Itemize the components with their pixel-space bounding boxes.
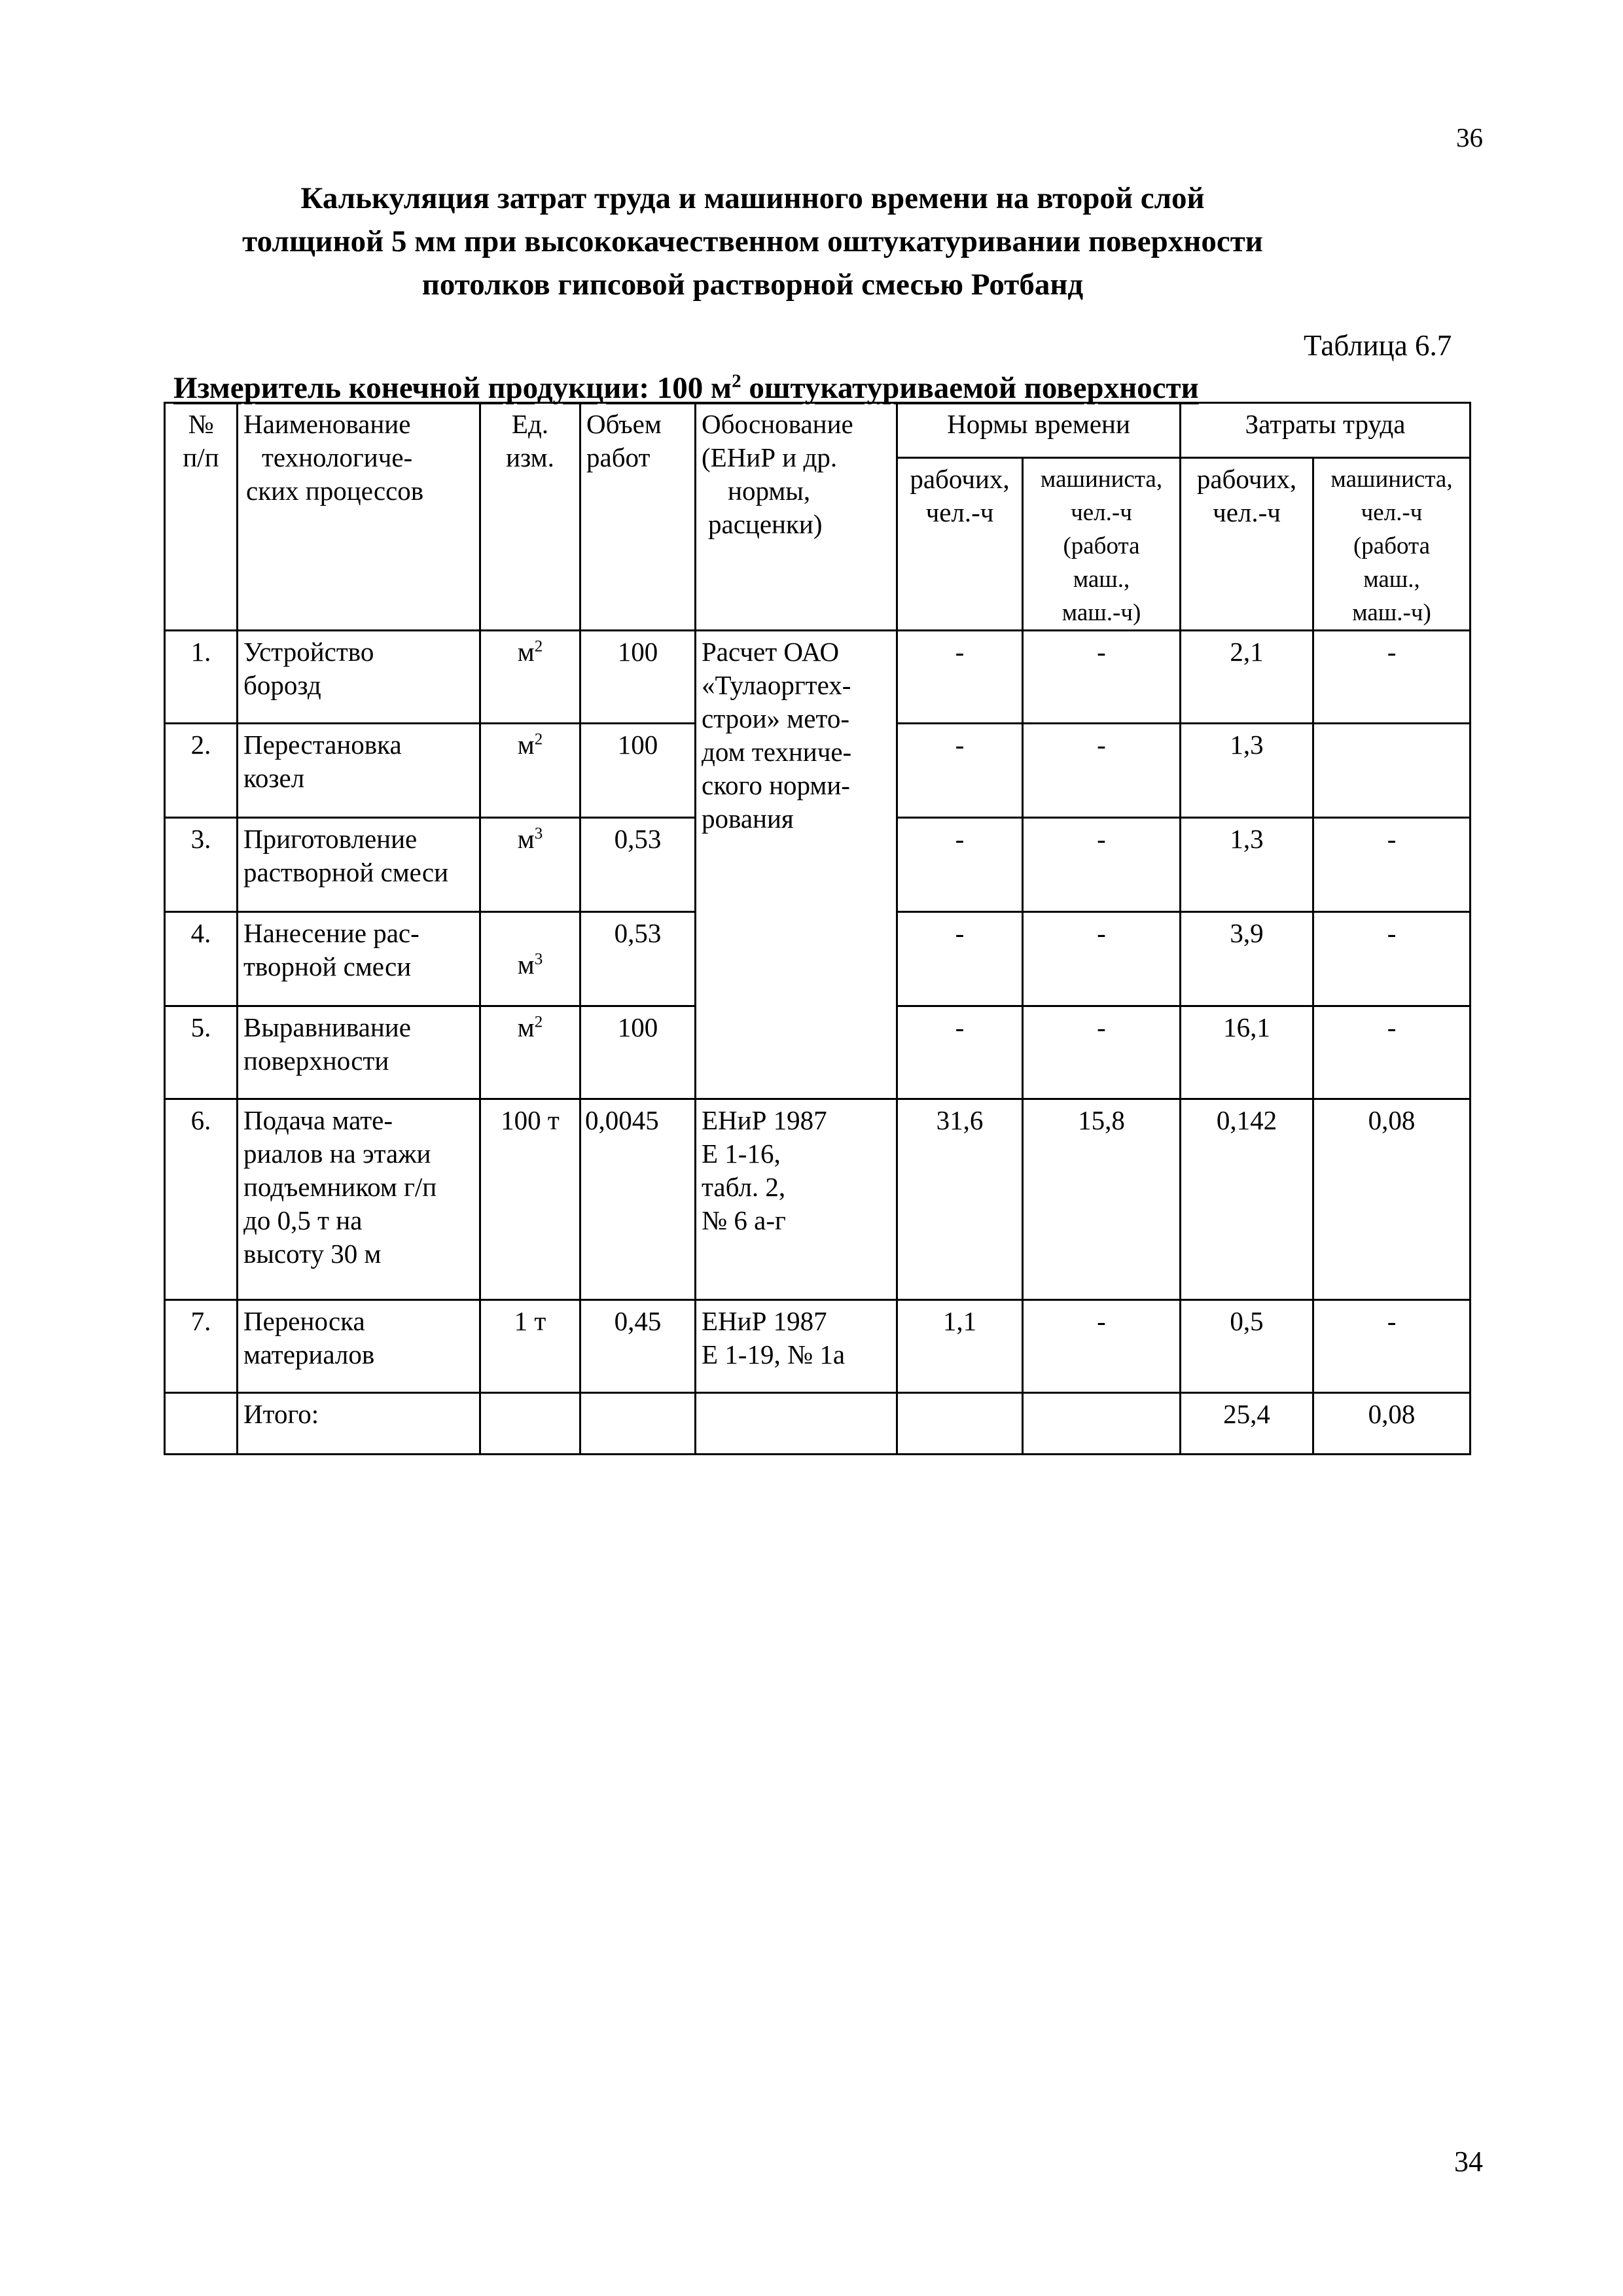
row-labor-workers: 16,1 <box>1181 1006 1313 1099</box>
title-line-3: потолков гипсовой растворной смесью Ротбанд <box>421 268 1084 302</box>
row-norm-machinist: - <box>1023 1300 1181 1393</box>
row-norm-workers: - <box>897 1006 1023 1099</box>
measure-unit-caption <box>173 370 1199 405</box>
row-process-name: Перестановка козел <box>238 724 480 818</box>
row-process-name: Переноска материалов <box>238 1300 480 1393</box>
row-volume: 0,0045 <box>580 1099 696 1300</box>
row-norm-machinist: - <box>1023 912 1181 1006</box>
row-labor-machinist: - <box>1313 912 1471 1006</box>
row-norm-workers: 1,1 <box>897 1300 1023 1393</box>
row-labor-machinist: - <box>1313 1300 1471 1393</box>
row-labor-machinist: - <box>1313 631 1471 724</box>
row-num: 1. <box>165 631 238 724</box>
header-unit: Ед. изм. <box>480 403 580 631</box>
row-labor-workers: 3,9 <box>1181 912 1313 1006</box>
row-num: 4. <box>165 912 238 1006</box>
row-norm-machinist: - <box>1023 818 1181 912</box>
table-row <box>165 1099 1471 1300</box>
header-labor-workers: рабочих, чел.-ч <box>1181 458 1313 631</box>
total-empty-norm-machinist <box>1023 1393 1181 1455</box>
row-unit: $м^2$ <box>480 1006 580 1099</box>
labor-calculation-table <box>164 402 1471 1455</box>
row-norm-machinist: - <box>1023 631 1181 724</box>
row-unit: $м^3$ <box>480 912 580 1006</box>
total-empty-num <box>165 1393 238 1455</box>
header-row-1 <box>165 403 1471 458</box>
row-num: 3. <box>165 818 238 912</box>
merged-basis-cell: Расчет ОАО «Тулаоргтех- строи» мето- дом техниче- ского норми- рования <box>696 631 897 1099</box>
row-labor-machinist: 0,08 <box>1313 1099 1471 1300</box>
row-labor-workers: 2,1 <box>1181 631 1313 724</box>
row-process-name: Нанесение рас- творной смеси <box>238 912 480 1006</box>
document-title <box>164 177 1342 306</box>
row-unit: 100 т <box>480 1099 580 1300</box>
row-norm-workers: 31,6 <box>897 1099 1023 1300</box>
table-row <box>165 631 1471 724</box>
measure-sup: 2 <box>732 370 741 392</box>
row-volume: 100 <box>580 1006 696 1099</box>
row-volume: 100 <box>580 724 696 818</box>
row-norm-workers: - <box>897 912 1023 1006</box>
header-basis: Обоснование (ЕНиР и др. нормы, расценки) <box>696 403 897 631</box>
row-volume: 0,53 <box>580 818 696 912</box>
header-process-name: Наименование технологиче- ских процессов <box>238 403 480 631</box>
row-num: 7. <box>165 1300 238 1393</box>
total-empty-basis <box>696 1393 897 1455</box>
row-process-name: Устройство борозд <box>238 631 480 724</box>
row-unit: $м^2$ <box>480 724 580 818</box>
header-norm-machinist: машиниста, чел.-ч (работа маш., маш.-ч) <box>1023 458 1181 631</box>
row-labor-machinist: - <box>1313 1006 1471 1099</box>
row-norm-machinist: 15,8 <box>1023 1099 1181 1300</box>
total-empty-unit <box>480 1393 580 1455</box>
total-row <box>165 1393 1471 1455</box>
row-norm-workers: - <box>897 724 1023 818</box>
row-basis: ЕНиР 1987 Е 1-19, № 1а <box>696 1300 897 1393</box>
header-norm-workers: рабочих, чел.-ч <box>897 458 1023 631</box>
row-unit: $м^3$ <box>480 818 580 912</box>
row-unit: 1 т <box>480 1300 580 1393</box>
row-volume: 0,45 <box>580 1300 696 1393</box>
page-number-bottom: 34 <box>1454 2146 1483 2178</box>
row-norm-machinist: - <box>1023 1006 1181 1099</box>
row-process-name: Подача мате- риалов на этажи подъемником г/п до 0,5 т на высоту 30 м <box>238 1099 480 1300</box>
row-labor-machinist: - <box>1313 818 1471 912</box>
row-num: 5. <box>165 1006 238 1099</box>
table-label: Таблица 6.7 <box>1304 329 1452 362</box>
measure-suffix: оштукатуриваемой поверхности <box>741 371 1199 405</box>
measure-prefix: Измеритель конечной продукции: 100 м <box>173 371 732 405</box>
row-labor-workers: 0,5 <box>1181 1300 1313 1393</box>
row-num: 6. <box>165 1099 238 1300</box>
row-process-name: Приготовление растворной смеси <box>238 818 480 912</box>
row-labor-workers: 1,3 <box>1181 724 1313 818</box>
row-volume: 0,53 <box>580 912 696 1006</box>
header-labor-machinist: машиниста, чел.-ч (работа маш., маш.-ч) <box>1313 458 1471 631</box>
row-labor-machinist <box>1313 724 1471 818</box>
row-unit: $м^2$ <box>480 631 580 724</box>
page-number-top: 36 <box>1456 122 1483 152</box>
row-labor-workers: 0,142 <box>1181 1099 1313 1300</box>
table-row <box>165 1300 1471 1393</box>
total-labor-machinist: 0,08 <box>1313 1393 1471 1455</box>
row-norm-workers: - <box>897 631 1023 724</box>
row-norm-machinist: - <box>1023 724 1181 818</box>
row-basis: ЕНиР 1987 Е 1-16, табл. 2, № 6 а-г <box>696 1099 897 1300</box>
total-empty-norm-workers <box>897 1393 1023 1455</box>
row-norm-workers: - <box>897 818 1023 912</box>
title-line-2: толщиной 5 мм при высококачественном оштукатуривании поверхности <box>242 224 1263 258</box>
row-num: 2. <box>165 724 238 818</box>
row-labor-workers: 1,3 <box>1181 818 1313 912</box>
header-volume: Объем работ <box>580 403 696 631</box>
row-process-name: Выравнивание поверхности <box>238 1006 480 1099</box>
total-label: Итого: <box>238 1393 480 1455</box>
header-num: № п/п <box>165 403 238 631</box>
total-empty-volume <box>580 1393 696 1455</box>
header-labor-costs: Затраты труда <box>1181 403 1471 458</box>
title-line-1: Калькуляция затрат труда и машинного времени на второй слой <box>300 181 1205 215</box>
header-time-norms: Нормы времени <box>897 403 1181 458</box>
total-labor-workers: 25,4 <box>1181 1393 1313 1455</box>
row-volume: 100 <box>580 631 696 724</box>
